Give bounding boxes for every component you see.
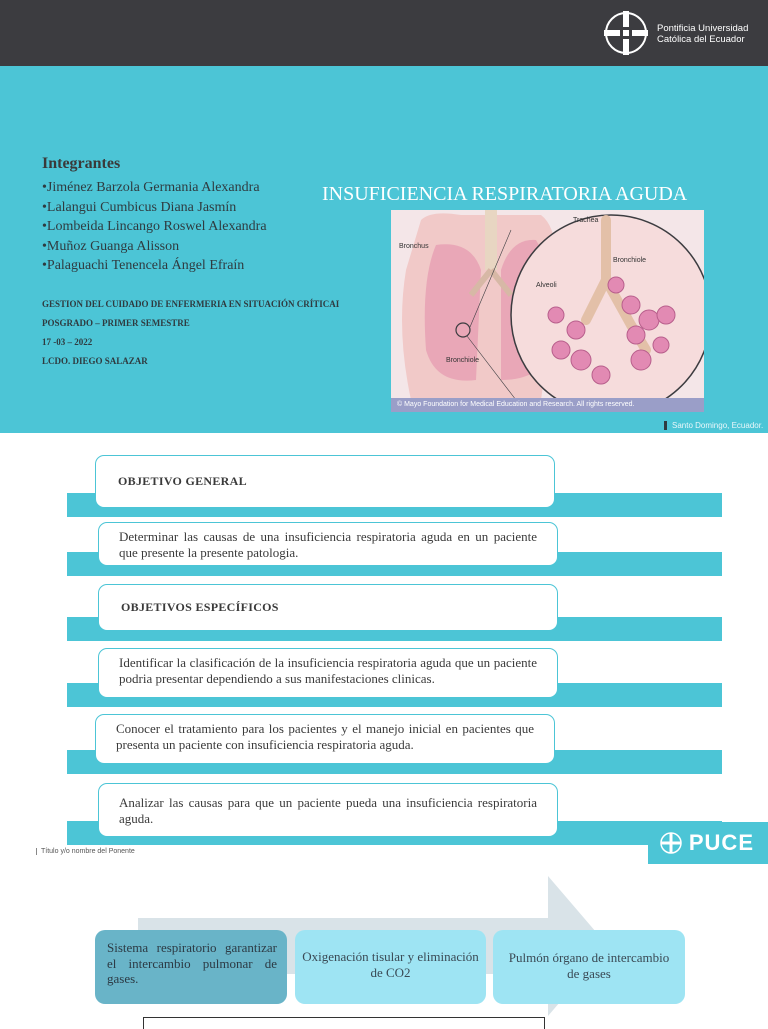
process-card-lung [493,930,685,1004]
instructor-name: LCDO. DIEGO SALAZAR [42,356,148,366]
objetivos-especificos-heading: OBJETIVOS ESPECÍFICOS [121,600,279,614]
member-item: •Jiménez Barzola Germania Alexandra [42,180,260,195]
slide1-title: INSUFICIENCIA RESPIRATORIA AGUDA [322,183,688,205]
figure-caption: © Mayo Foundation for Medical Education and Research. All rights reserved. [391,398,704,412]
speaker-footer: Título y/o nombre del Ponente [36,848,135,855]
objetivo-especifico-2-text: Conocer el tratamiento para los pacientes y el manejo inicial en pacientes que presenta un paciente con insuficiencia respiratoria aguda. [116,721,534,752]
lung-anatomy-illustration [391,210,704,412]
label-trachea: Trachea [573,217,599,224]
objetivo-especifico-1-text: Identificar la clasificación de la insuficiencia respiratoria aguda que un paciente podria presentar dependiendo a sus manifestaciones clinicas. [119,655,537,686]
member-item: •Lombeida Lincango Roswel Alexandra [42,219,267,235]
course-name: GESTION DEL CUIDADO DE ENFERMERIA EN SITUACIÓN CRÍTICAI [42,299,340,309]
university-crest-icon [602,9,650,57]
institution-name-line1: Pontificia Universidad [657,23,749,34]
objetivo-general-box [98,522,558,566]
objetivos-especificos-heading-box [98,584,558,631]
member-item: •Muñoz Guanga Alisson [42,238,180,254]
institution-name-line2: Católica del Ecuador [657,34,745,45]
process-card-oxygenation [295,930,486,1004]
location-footer: Santo Domingo, Ecuador. [664,421,763,430]
process-card-respiratory-system [95,930,287,1004]
label-alveoli: Alveoli [536,282,557,289]
process-card-2-text: Oxigenación tisular y eliminación de CO2 [302,949,479,980]
label-bronchiole-top: Bronchiole [613,257,647,264]
label-bronchiole-bottom: Bronchiole [446,357,480,364]
label-bronchus: Bronchus [399,243,429,250]
members-list [42,178,267,276]
member-item: •Palaguachi Tenencela Ángel Efraín [42,258,245,274]
course-info [42,295,339,371]
objetivo-general-heading: OBJETIVO GENERAL [118,474,247,488]
presentation-date: 17 -03 – 2022 [42,337,93,347]
objetivo-especifico-1-box [98,648,558,698]
member-item: •Lalangui Cumbicus Diana Jasmín [42,199,237,215]
puce-logo [648,822,768,864]
objetivo-especifico-2-box [95,714,555,764]
objetivo-general-text: Determinar las causas de una insuficiencia respiratoria aguda en un paciente que presente la presente patologia. [119,529,537,560]
next-content-frame [143,1017,545,1029]
integrantes-heading: Integrantes [42,155,121,172]
process-card-3-text: Pulmón órgano de intercambio de gases [508,950,670,981]
process-card-1-text: Sistema respiratorio garantizar el intercambio pulmonar de gases. [107,940,277,986]
objetivo-general-heading-box [95,455,555,508]
objetivo-especifico-3-text: Analizar las causas para que un paciente pueda una insuficiencia respiratoria aguda. [119,795,537,826]
puce-crest-icon [659,831,683,855]
program-name: POSGRADO – PRIMER SEMESTRE [42,318,190,328]
slide1-header-bar [0,0,768,66]
puce-logo-text: PUCE [688,830,754,855]
objetivo-especifico-3-box [98,783,558,837]
institution-name [657,23,748,45]
